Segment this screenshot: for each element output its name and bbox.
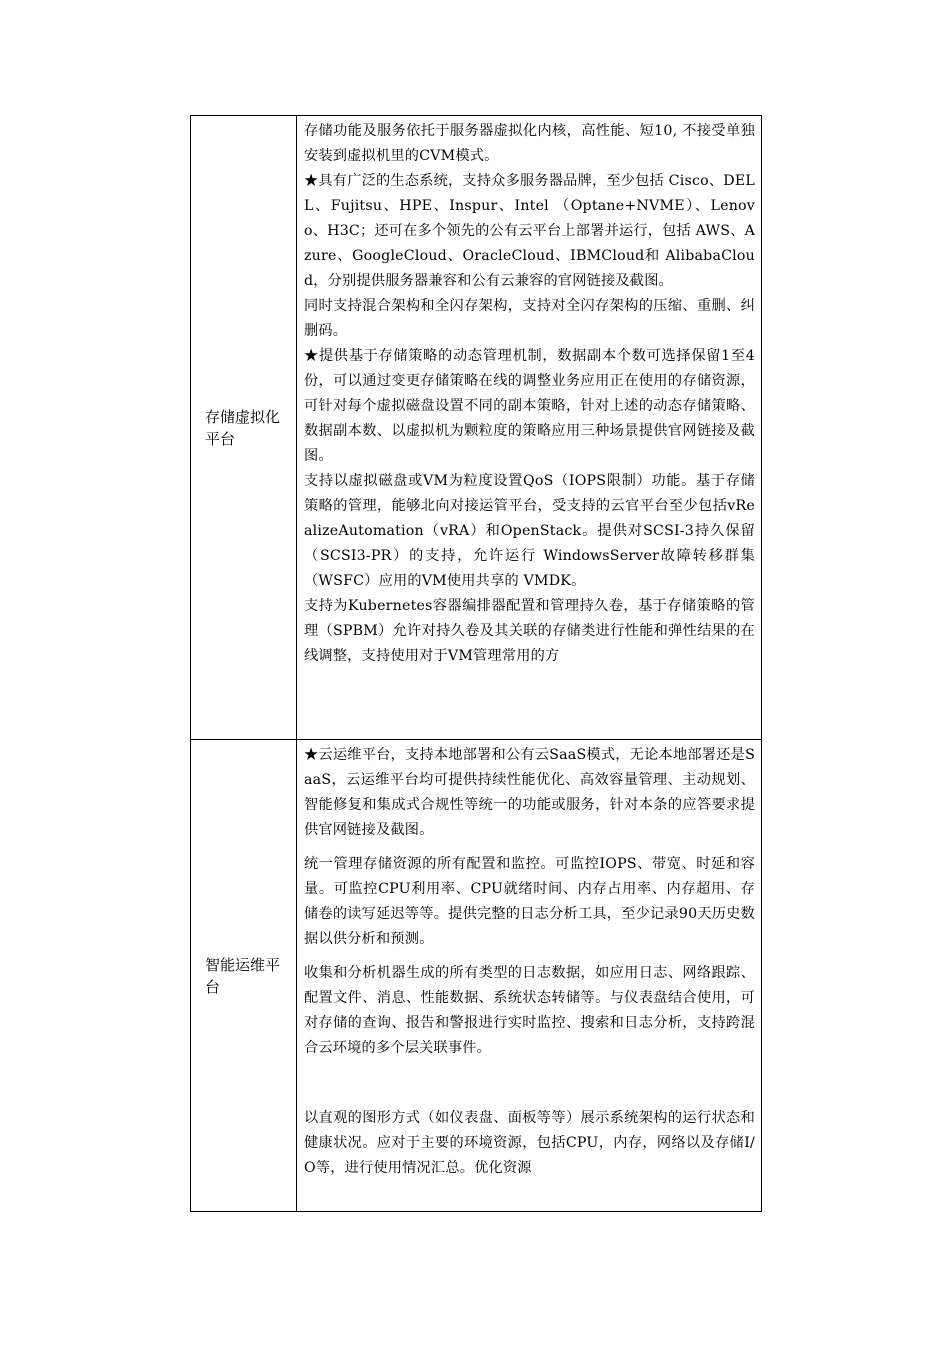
paragraph: 存储功能及服务依托于服务器虚拟化内核，高性能、短10, 不接受单独安装到虚拟机里的CVM模式。: [304, 123, 755, 164]
row-content-cell: [297, 740, 762, 1212]
paragraph: ★云运维平台，支持本地部署和公有云SaaS模式，无论本地部署还是SaaS，云运维平台均可提供持续性能优化、高效容量管理、主动规划、智能修复和集成式合规性等统一的功能或服务，针对本条的应答要求提供官网链接及截图。: [304, 747, 755, 838]
table-row-intelligent-ops: [191, 740, 762, 1212]
paragraph: 支持以虚拟磁盘或VM为粒度设置QoS（IOPS限制）功能。基于存储策略的管理，能够北向对接运管平台，受支持的云官平台至少包括vRealizeAutomation（vRA）和OpenStack。提供对SCSI-3持久保留（SCSI3-PR）的支持，允许运行 WindowsServer故障转移群集（WSFC）应用的VM使用共享的 VMDK。: [304, 473, 755, 589]
row-label-cell: [191, 116, 297, 740]
paragraph: 支持为Kubernetes容器编排器配置和管理持久卷，基于存储策略的管理（SPBM）允许对持久卷及其关联的存储类进行性能和弹性结果的在线调整，支持使用对于VM管理常用的方: [304, 598, 755, 664]
row-label: 存储虚拟化平台: [205, 407, 281, 448]
table-row-storage-virtualization: [191, 116, 762, 740]
row-label: 智能运维平台: [205, 955, 281, 996]
paragraph: 同时支持混合架构和全闪存架构，支持对全闪存架构的压缩、重删、纠删码。: [304, 298, 755, 339]
row-content: [297, 740, 761, 1181]
paragraph: 统一管理存储资源的所有配置和监控。可监控IOPS、带宽、时延和容量。可监控CPU利用率、CPU就绪时间、内存占用率、内存超用、存储卷的读写延迟等等。提供完整的日志分析工具，至少记录90天历史数据以供分析和预测。: [304, 856, 755, 947]
row-content-cell: [297, 116, 762, 740]
paragraph: 以直观的图形方式（如仪表盘、面板等等）展示系统架构的运行状态和健康状况。应对于主要的环境资源，包括CPU，内存，网络以及存储I/O等，进行使用情况汇总。优化资源: [304, 1110, 755, 1176]
spec-table: [190, 115, 762, 1212]
row-label-cell: [191, 740, 297, 1212]
paragraph: ★具有广泛的生态系统，支持众多服务器品牌，至少包括 Cisco、DELL、Fujitsu、HPE、Inspur、Intel （Optane+NVME）、Lenovo、H3C；还可在多个领先的公有云平台上部署并运行，包括 AWS、Azure、GoogleCloud、OracleCloud、IBMCloud和 AlibabaCloud，分别提供服务器兼容和公有云兼容的官网链接及截图。: [304, 173, 756, 289]
paragraph: 收集和分析机器生成的所有类型的日志数据，如应用日志、网络跟踪、配置文件、消息、性能数据、系统状态转储等。与仪表盘结合使用，可对存储的查询、报告和警报进行实时监控、搜索和日志分析，支持跨混合云环境的多个层关联事件。: [304, 965, 755, 1056]
row-content: [297, 116, 761, 669]
paragraph: ★提供基于存储策略的动态管理机制，数据副本个数可选择保留1至4份，可以通过变更存储策略在线的调整业务应用正在使用的存储资源，可针对每个虚拟磁盘设置不同的副本策略，针对上述的动态存储策略、数据副本数、以虚拟机为颗粒度的策略应用三种场景提供官网链接及截图。: [304, 348, 755, 464]
